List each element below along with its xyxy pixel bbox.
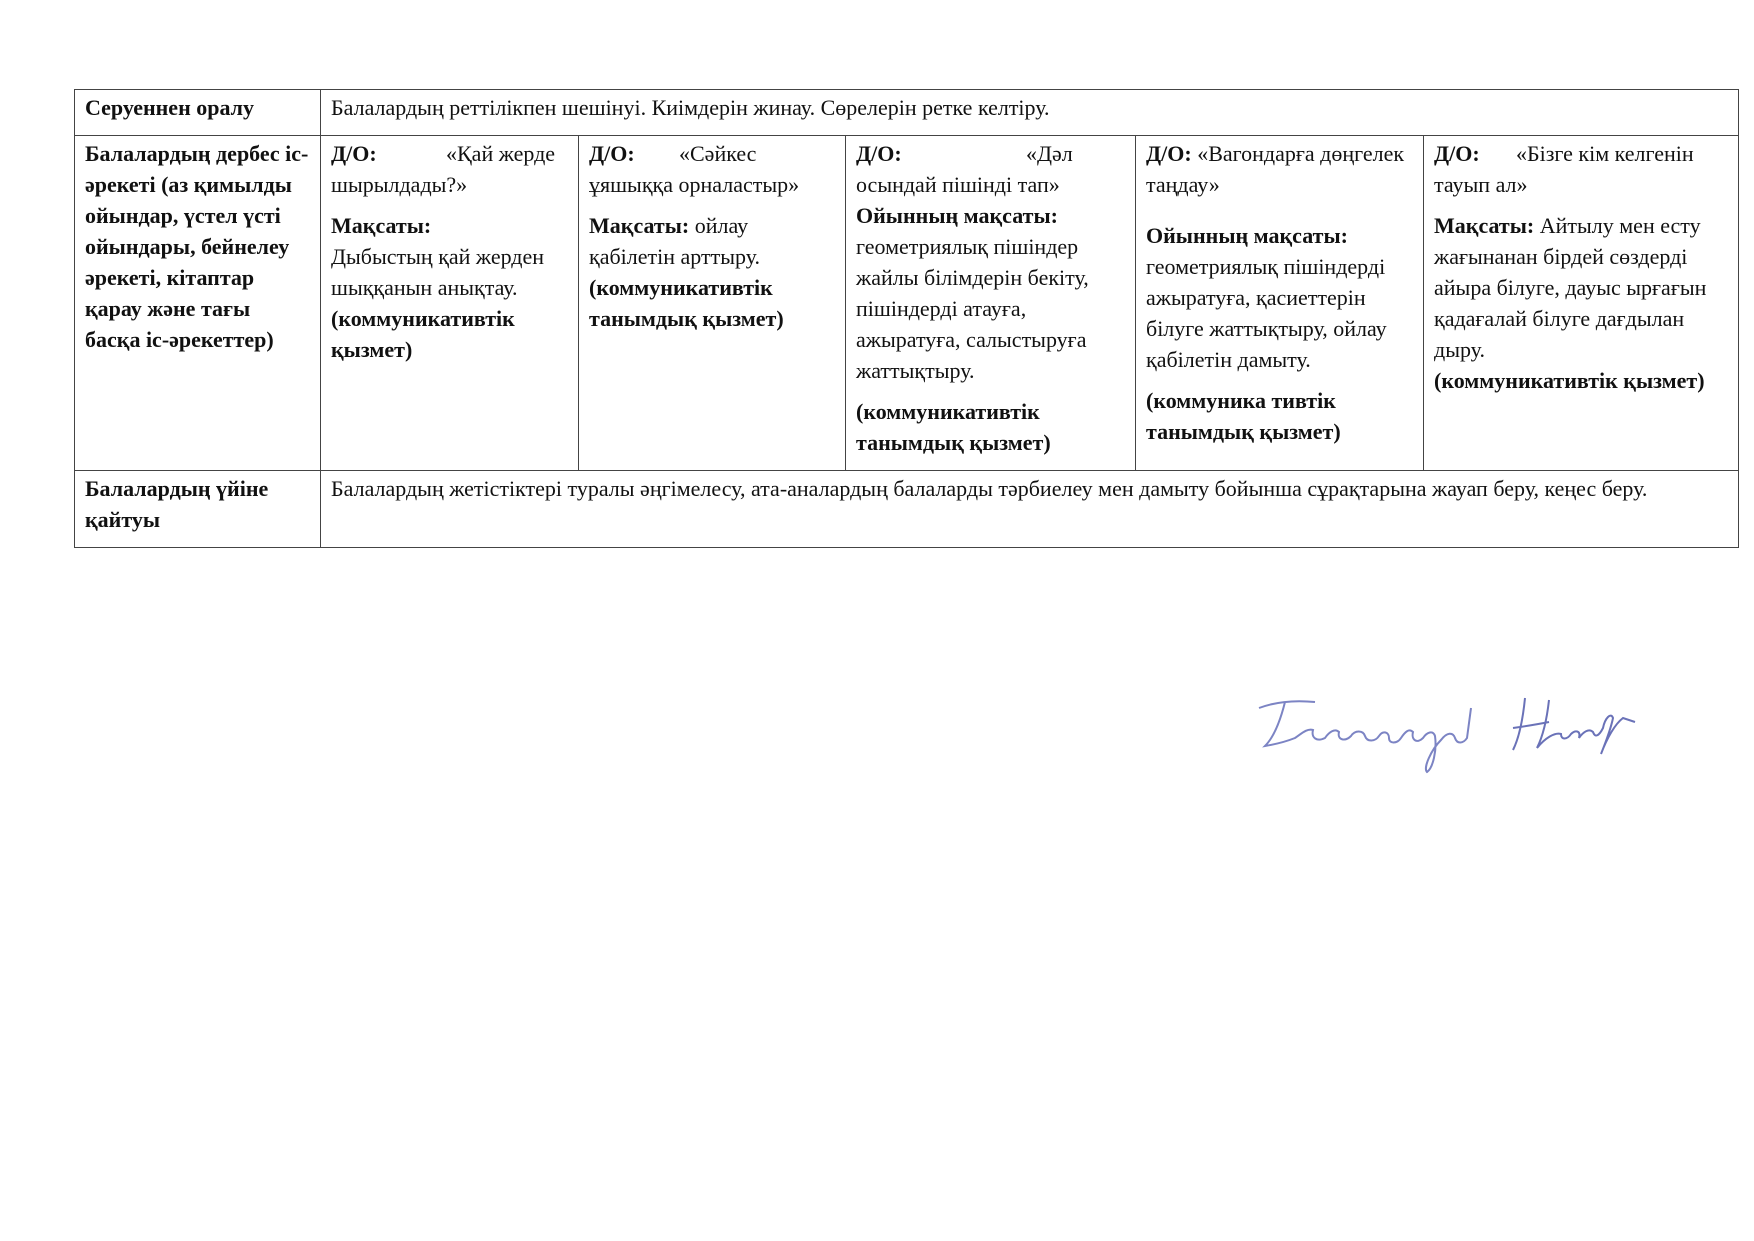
- table-row-return-walk: [75, 90, 1739, 136]
- goal-label: Ойынның мақсаты:: [1146, 223, 1348, 248]
- do-prefix: Д/О:: [331, 141, 377, 166]
- goal-text: геометриялық пішіндер жайлы білімдерін бекіту, пішіндерді атауға, ажыратуға, салыстыруға жаттықтыру.: [856, 234, 1089, 383]
- daily-plan-table: [74, 89, 1739, 548]
- activity-cell-2: [579, 136, 846, 471]
- row-label-return-walk: Серуеннен оралу: [75, 90, 321, 136]
- table-row-going-home: [75, 471, 1739, 548]
- goal-label: Мақсаты:: [331, 213, 432, 238]
- activity-cell-3: [846, 136, 1136, 471]
- handwritten-signature: [1255, 688, 1675, 778]
- goal-text: ойлау қабілетін арттыру.: [589, 213, 760, 269]
- game-title: «Дәл осындай пішінді тап»: [856, 141, 1073, 197]
- do-prefix: Д/О:: [1146, 141, 1192, 166]
- goal-label: Ойынның мақсаты:: [856, 203, 1058, 228]
- do-prefix: Д/О:: [856, 141, 902, 166]
- goal-text: Дыбыстың қай жерден шыққанын анықтау.: [331, 244, 545, 300]
- activity-type: (коммуникативтік қызмет): [331, 306, 515, 362]
- row-label-going-home: Балалардың үйіне қайтуы: [75, 471, 321, 548]
- goal-label: Мақсаты:: [589, 213, 690, 238]
- game-title: «Вагондарға дөңгелек таңдау»: [1146, 141, 1405, 197]
- activity-type: (коммуника тивтік танымдық қызмет): [1146, 388, 1341, 444]
- activity-cell-4: [1136, 136, 1424, 471]
- do-prefix: Д/О:: [1434, 141, 1480, 166]
- activity-cell-1: [321, 136, 579, 471]
- return-walk-text: Балалардың реттілікпен шешінуі. Киімдерін жинау. Сөрелерін ретке келтіру.: [321, 90, 1739, 136]
- going-home-text: Балалардың жетістіктері туралы әңгімелесу, ата-аналардың балаларды тәрбиелеу мен дамыту бойынша сұрақтарына жауап беру, кеңес беру.: [321, 471, 1739, 548]
- table-row-activity: [75, 136, 1739, 471]
- activity-cell-5: [1424, 136, 1739, 471]
- game-title: «Қай жерде шырылдады?»: [331, 141, 556, 197]
- goal-text: Айтылу мен есту жағынанан бірдей сөздерді айыра білуге, дауыс ырғағын қадағалай білуге дағдылан дыру.: [1434, 213, 1707, 362]
- goal-label: Мақсаты:: [1434, 213, 1535, 238]
- game-title: «Бізге кім келгенін тауып ал»: [1434, 141, 1694, 197]
- activity-type: (коммуникативтік танымдық қызмет): [856, 399, 1051, 455]
- game-title: «Сәйкес ұяшыққа орналастыр»: [589, 141, 800, 197]
- activity-type: (коммуникативтік танымдық қызмет): [589, 275, 784, 331]
- do-prefix: Д/О:: [589, 141, 635, 166]
- goal-text: геометриялық пішіндерді ажыратуға, қасиеттерін білуге жаттықтыру, ойлау қабілетін дамыту.: [1146, 254, 1387, 372]
- row-label-activity: Балалардың дербес іс-әрекеті (аз қимылды ойындар, үстел үсті ойындары, бейнелеу әрекеті, кітаптар қарау және тағы басқа іс-әрекеттер): [75, 136, 321, 471]
- activity-type: (коммуникативтік қызмет): [1434, 368, 1705, 393]
